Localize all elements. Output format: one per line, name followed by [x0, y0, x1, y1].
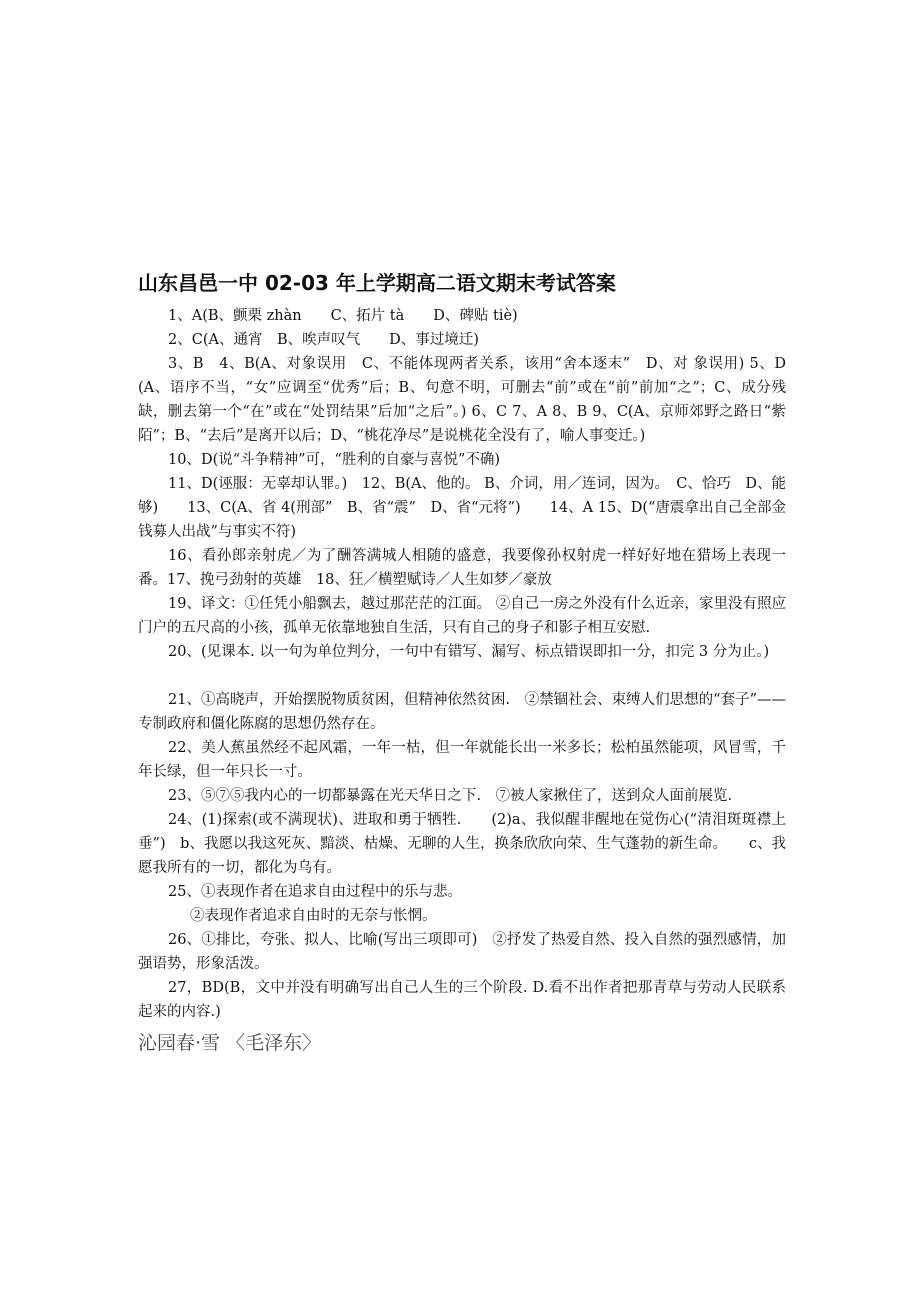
- answer-paragraph-25: 25、①表现作者在追求自由过程中的乐与悲。: [168, 884, 462, 900]
- answer-paragraph-25-part-2: ②表现作者追求自由时的无奈与怅惘。: [190, 908, 437, 924]
- answer-paragraph-3-9: 3、B 4、B(A、对象误用 C、不能体现两者关系，该用“舍本逐末” D、对 象误用) 5、D(A、语序不当，“女”应调至“优秀”后；B、句意不明，可删去“前”或在“前”前加“之”；C、成分残缺，删去第一个“在”或在“处罚结果”后加“之后”。) 6、C 7、A 8、B 9、C(A、京师郊野之路日“紫陌”；B、“去后”是离开以后；D、“桃花净尽”是说桃花全没有了，喻人事变迁。): [138, 356, 786, 444]
- answer-paragraph-10: 10、D(说“斗争精神”可，“胜利的自豪与喜悦”不确): [168, 452, 501, 468]
- answer-paragraph-16-18: 16、看孙郎亲射虎／为了酬答满城人相随的盛意，我要像孙权射虎一样好好地在猎场上表现一番。17、挽弓劲射的英雄 18、狂／横塑赋诗／人生如梦／豪放: [138, 548, 786, 588]
- paragraph-spacer: [138, 664, 786, 688]
- answer-sheet: [138, 268, 786, 1058]
- answer-paragraph-24: 24、(1)探索(或不满现状)、进取和勇于牺牲. (2)a、我似醒非醒地在觉伤心(“清泪斑斑襟上垂”) b、我愿以我这死灰、黯淡、枯燥、无聊的人生，换条欣欣向荣、生气蓬勃的新生命。 c、我愿我所有的一切，都化为乌有。: [138, 812, 786, 876]
- document-title: 山东昌邑一中 02-03 年上学期高二语文期末考试答案: [138, 271, 616, 295]
- answer-paragraph-2: 2、C(A、通宵 B、唉声叹气 D、事过境迁): [168, 332, 479, 348]
- answer-paragraph-22: 22、美人蕉虽然经不起风霜，一年一枯，但一年就能长出一米多长；松柏虽然能项，风冒雪，千年长绿，但一年只长一寸。: [138, 740, 786, 780]
- answer-paragraph-21: 21、①高晓声，开始摆脱物质贫困，但精神依然贫困. ②禁锢社会、束缚人们思想的“套子”——专制政府和僵化陈腐的思想仍然存在。: [138, 692, 786, 732]
- answer-paragraph-19: 19、译文：①任凭小船飘去，越过那茫茫的江面。 ②自己一房之外没有什么近亲，家里没有照应门户的五尺高的小孩，孤单无依靠地独自生活，只有自己的身子和影子相互安慰.: [138, 596, 786, 636]
- answer-paragraph-26: 26、①排比，夸张、拟人、比喻(写出三项即可) ②抒发了热爱自然、投入自然的强烈感情，加强语势，形象活泼。: [138, 932, 786, 972]
- answer-paragraph-1: 1、A(B、颤栗 zhàn C、拓片 tà D、碑贴 tiè): [168, 308, 518, 324]
- answer-paragraph-20: 20、(见课本. 以一句为单位判分，一句中有错写、漏写、标点错误即扣一分，扣完 3 分为止。): [168, 644, 770, 660]
- answer-paragraph-27: 27，BD(B，文中并没有明确写出自己人生的三个阶段. D.看不出作者把那青草与劳动人民联系起来的内容.): [138, 980, 786, 1020]
- answer-paragraph-11-15: 11、D(诬服：无辜却认罪。) 12、B(A、他的。 B、介词，用／连词，因为。 C、恰巧 D、能够) 13、C(A、省 4(刑部” B、省“震” D、省“元将”) 14、A 15、D(“唐震拿出自己全部金钱募人出战”与事实不符): [138, 476, 786, 540]
- poem-title: 沁园春·雪 〈毛泽东〉: [138, 1032, 322, 1054]
- answer-paragraph-23: 23、⑤⑦⑤我内心的一切都暴露在光天华日之下. ⑦被人家揪住了，送到众人面前展览.: [168, 788, 733, 804]
